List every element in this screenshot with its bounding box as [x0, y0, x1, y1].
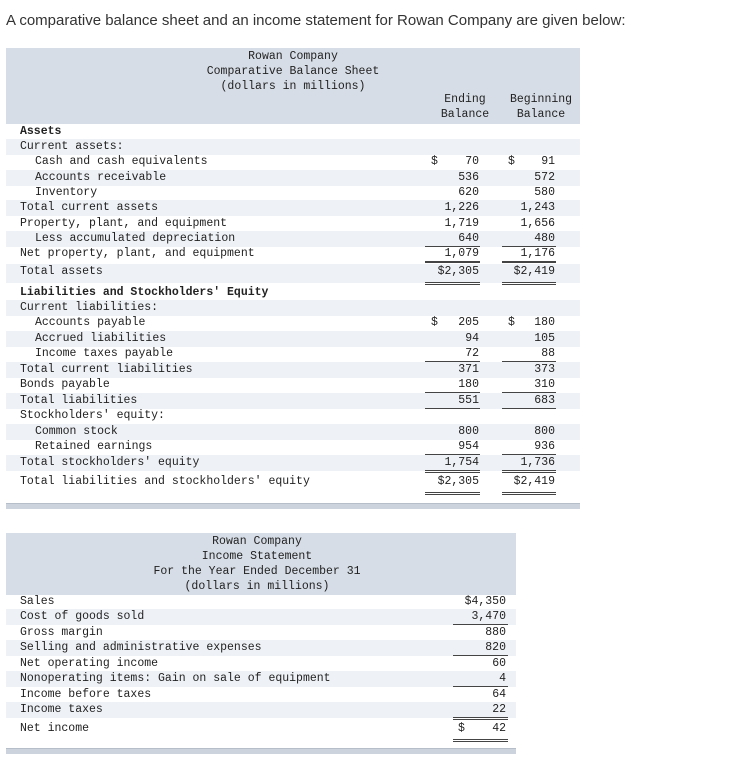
beginning-balance-value: 91 [541, 155, 555, 168]
beginning-balance-value: 180 [534, 316, 555, 329]
row-label: Cost of goods sold [20, 610, 145, 623]
ending-balance-value: 1,754 [444, 456, 479, 469]
table-row [6, 170, 580, 186]
table-row [6, 154, 580, 170]
row-label: Total liabilities and stockholders' equity [20, 475, 310, 488]
income-value: 64 [492, 688, 506, 701]
table-row [6, 594, 516, 610]
table-row [6, 264, 580, 283]
row-label: Net income [20, 722, 90, 735]
table-row [6, 609, 516, 625]
table-row [6, 671, 516, 687]
total-rule [502, 472, 556, 473]
row-label: Liabilities and Stockholders' Equity [20, 286, 269, 299]
table-row [6, 393, 580, 409]
table-row [6, 625, 516, 641]
row-label: Accounts receivable [35, 171, 167, 184]
row-label: Total stockholders' equity [20, 456, 200, 469]
table-row [6, 721, 516, 740]
balance-sheet-title-line: (dollars in millions) [220, 80, 366, 93]
income-statement-table [6, 533, 516, 759]
dollar-sign: $ [458, 722, 465, 735]
total-rule [425, 494, 480, 495]
total-rule [425, 472, 480, 473]
row-label: Assets [20, 125, 62, 138]
beginning-balance-value: 936 [534, 440, 555, 453]
dollar-sign: $ [508, 316, 515, 329]
table-row [6, 346, 580, 362]
beginning-balance-value: 373 [534, 363, 555, 376]
table-row [6, 331, 580, 347]
total-rule [425, 262, 480, 263]
table-row [6, 200, 580, 216]
ending-balance-value: 94 [465, 332, 479, 345]
row-label: Inventory [35, 186, 98, 199]
total-rule [453, 719, 508, 720]
total-rule [502, 282, 556, 283]
dollar-sign: $ [508, 155, 515, 168]
ending-balance-value: 1,719 [444, 217, 479, 230]
income-value: 42 [492, 722, 506, 735]
beginning-balance-value: 480 [534, 232, 555, 245]
beginning-balance-value: 800 [534, 425, 555, 438]
row-label: Nonoperating items: Gain on sale of equipment [20, 672, 331, 685]
income-value: 3,470 [471, 610, 506, 623]
ending-balance-value: 640 [458, 232, 479, 245]
table-row [6, 139, 580, 155]
table-row [6, 285, 580, 301]
beginning-balance-value: 1,176 [520, 247, 555, 260]
table-row [6, 640, 516, 656]
balance-sheet-table [6, 48, 580, 512]
row-label: Selling and administrative expenses [20, 641, 262, 654]
row-label: Sales [20, 595, 55, 608]
total-rule [425, 492, 480, 493]
dollar-sign: $ [431, 316, 438, 329]
row-label: Income taxes payable [35, 347, 174, 360]
row-label: Bonds payable [20, 378, 110, 391]
table-row [6, 424, 580, 440]
ending-balance-value: $2,305 [437, 475, 479, 488]
row-label: Stockholders' equity: [20, 409, 165, 422]
ending-balance-value: 620 [458, 186, 479, 199]
income-value: $4,350 [464, 595, 506, 608]
total-rule [453, 741, 508, 742]
table-row [6, 300, 580, 316]
income-value: 60 [492, 657, 506, 670]
table-row [6, 246, 580, 262]
row-label: Property, plant, and equipment [20, 217, 228, 230]
table-row [6, 474, 580, 493]
row-label: Total assets [20, 265, 103, 278]
ending-balance-value: 70 [465, 155, 479, 168]
row-label: Net operating income [20, 657, 159, 670]
beginning-balance-value: 683 [534, 394, 555, 407]
total-rule [502, 470, 556, 471]
table-row [6, 216, 580, 232]
table-row [6, 687, 516, 703]
total-rule [425, 282, 480, 283]
table-row [6, 656, 516, 672]
table-row [6, 455, 580, 471]
beginning-balance-value: 1,243 [520, 201, 555, 214]
ending-balance-value: 800 [458, 425, 479, 438]
income-statement-footer-bar [6, 748, 516, 754]
row-label: Net property, plant, and equipment [20, 247, 255, 260]
ending-balance-value: 72 [465, 347, 479, 360]
ending-balance-value: 1,226 [444, 201, 479, 214]
row-label: Total current assets [20, 201, 159, 214]
row-label: Current assets: [20, 140, 124, 153]
row-label: Total current liabilities [20, 363, 193, 376]
dollar-sign: $ [431, 155, 438, 168]
total-rule [425, 470, 480, 471]
total-rule [453, 717, 508, 718]
ending-balance-value: 551 [458, 394, 479, 407]
ending-balance-header: Ending Balance [440, 93, 490, 121]
table-row [6, 362, 580, 378]
income-statement-title-line: (dollars in millions) [184, 580, 330, 593]
table-row [6, 408, 580, 424]
beginning-balance-value: 88 [541, 347, 555, 360]
ending-balance-value: 180 [458, 378, 479, 391]
beginning-balance-value: 1,736 [520, 456, 555, 469]
table-row [6, 439, 580, 455]
beginning-balance-value: 310 [534, 378, 555, 391]
table-row [6, 185, 580, 201]
ending-balance-value: 954 [458, 440, 479, 453]
beginning-balance-value: 572 [534, 171, 555, 184]
ending-balance-value: $2,305 [437, 265, 479, 278]
row-label: Common stock [35, 425, 118, 438]
intro-text: A comparative balance sheet and an income statement for Rowan Company are given below: [6, 12, 626, 29]
beginning-balance-value: 580 [534, 186, 555, 199]
ending-balance-value: 536 [458, 171, 479, 184]
row-label: Income taxes [20, 703, 103, 716]
total-rule [502, 492, 556, 493]
row-label: Current liabilities: [20, 301, 159, 314]
total-rule [502, 262, 556, 263]
beginning-balance-header: Beginning Balance [509, 93, 573, 121]
income-value: 880 [485, 626, 506, 639]
total-rule [502, 494, 556, 495]
table-row [6, 377, 580, 393]
table-row [6, 231, 580, 247]
row-label: Less accumulated depreciation [35, 232, 236, 245]
income-value: 820 [485, 641, 506, 654]
table-row [6, 702, 516, 718]
ending-balance-value: 371 [458, 363, 479, 376]
row-label: Cash and cash equivalents [35, 155, 208, 168]
row-label: Accrued liabilities [35, 332, 167, 345]
table-row [6, 315, 580, 331]
beginning-balance-value: 105 [534, 332, 555, 345]
row-label: Gross margin [20, 626, 103, 639]
row-label: Income before taxes [20, 688, 152, 701]
balance-sheet-title-line: Rowan Company [248, 50, 338, 63]
table-row [6, 124, 580, 140]
beginning-balance-value: $2,419 [513, 265, 555, 278]
row-label: Total liabilities [20, 394, 138, 407]
beginning-balance-value: $2,419 [513, 475, 555, 488]
income-statement-title-line: Income Statement [201, 550, 313, 563]
income-statement-title-line: Rowan Company [212, 535, 302, 548]
income-statement-title-line: For the Year Ended December 31 [153, 565, 361, 578]
row-label: Accounts payable [35, 316, 146, 329]
ending-balance-value: 1,079 [444, 247, 479, 260]
ending-balance-value: 205 [458, 316, 479, 329]
balance-sheet-title-line: Comparative Balance Sheet [206, 65, 380, 78]
income-value: 4 [499, 672, 506, 685]
beginning-balance-value: 1,656 [520, 217, 555, 230]
total-rule [453, 739, 508, 740]
row-label: Retained earnings [35, 440, 153, 453]
balance-sheet-footer-bar [6, 503, 580, 509]
income-value: 22 [492, 703, 506, 716]
